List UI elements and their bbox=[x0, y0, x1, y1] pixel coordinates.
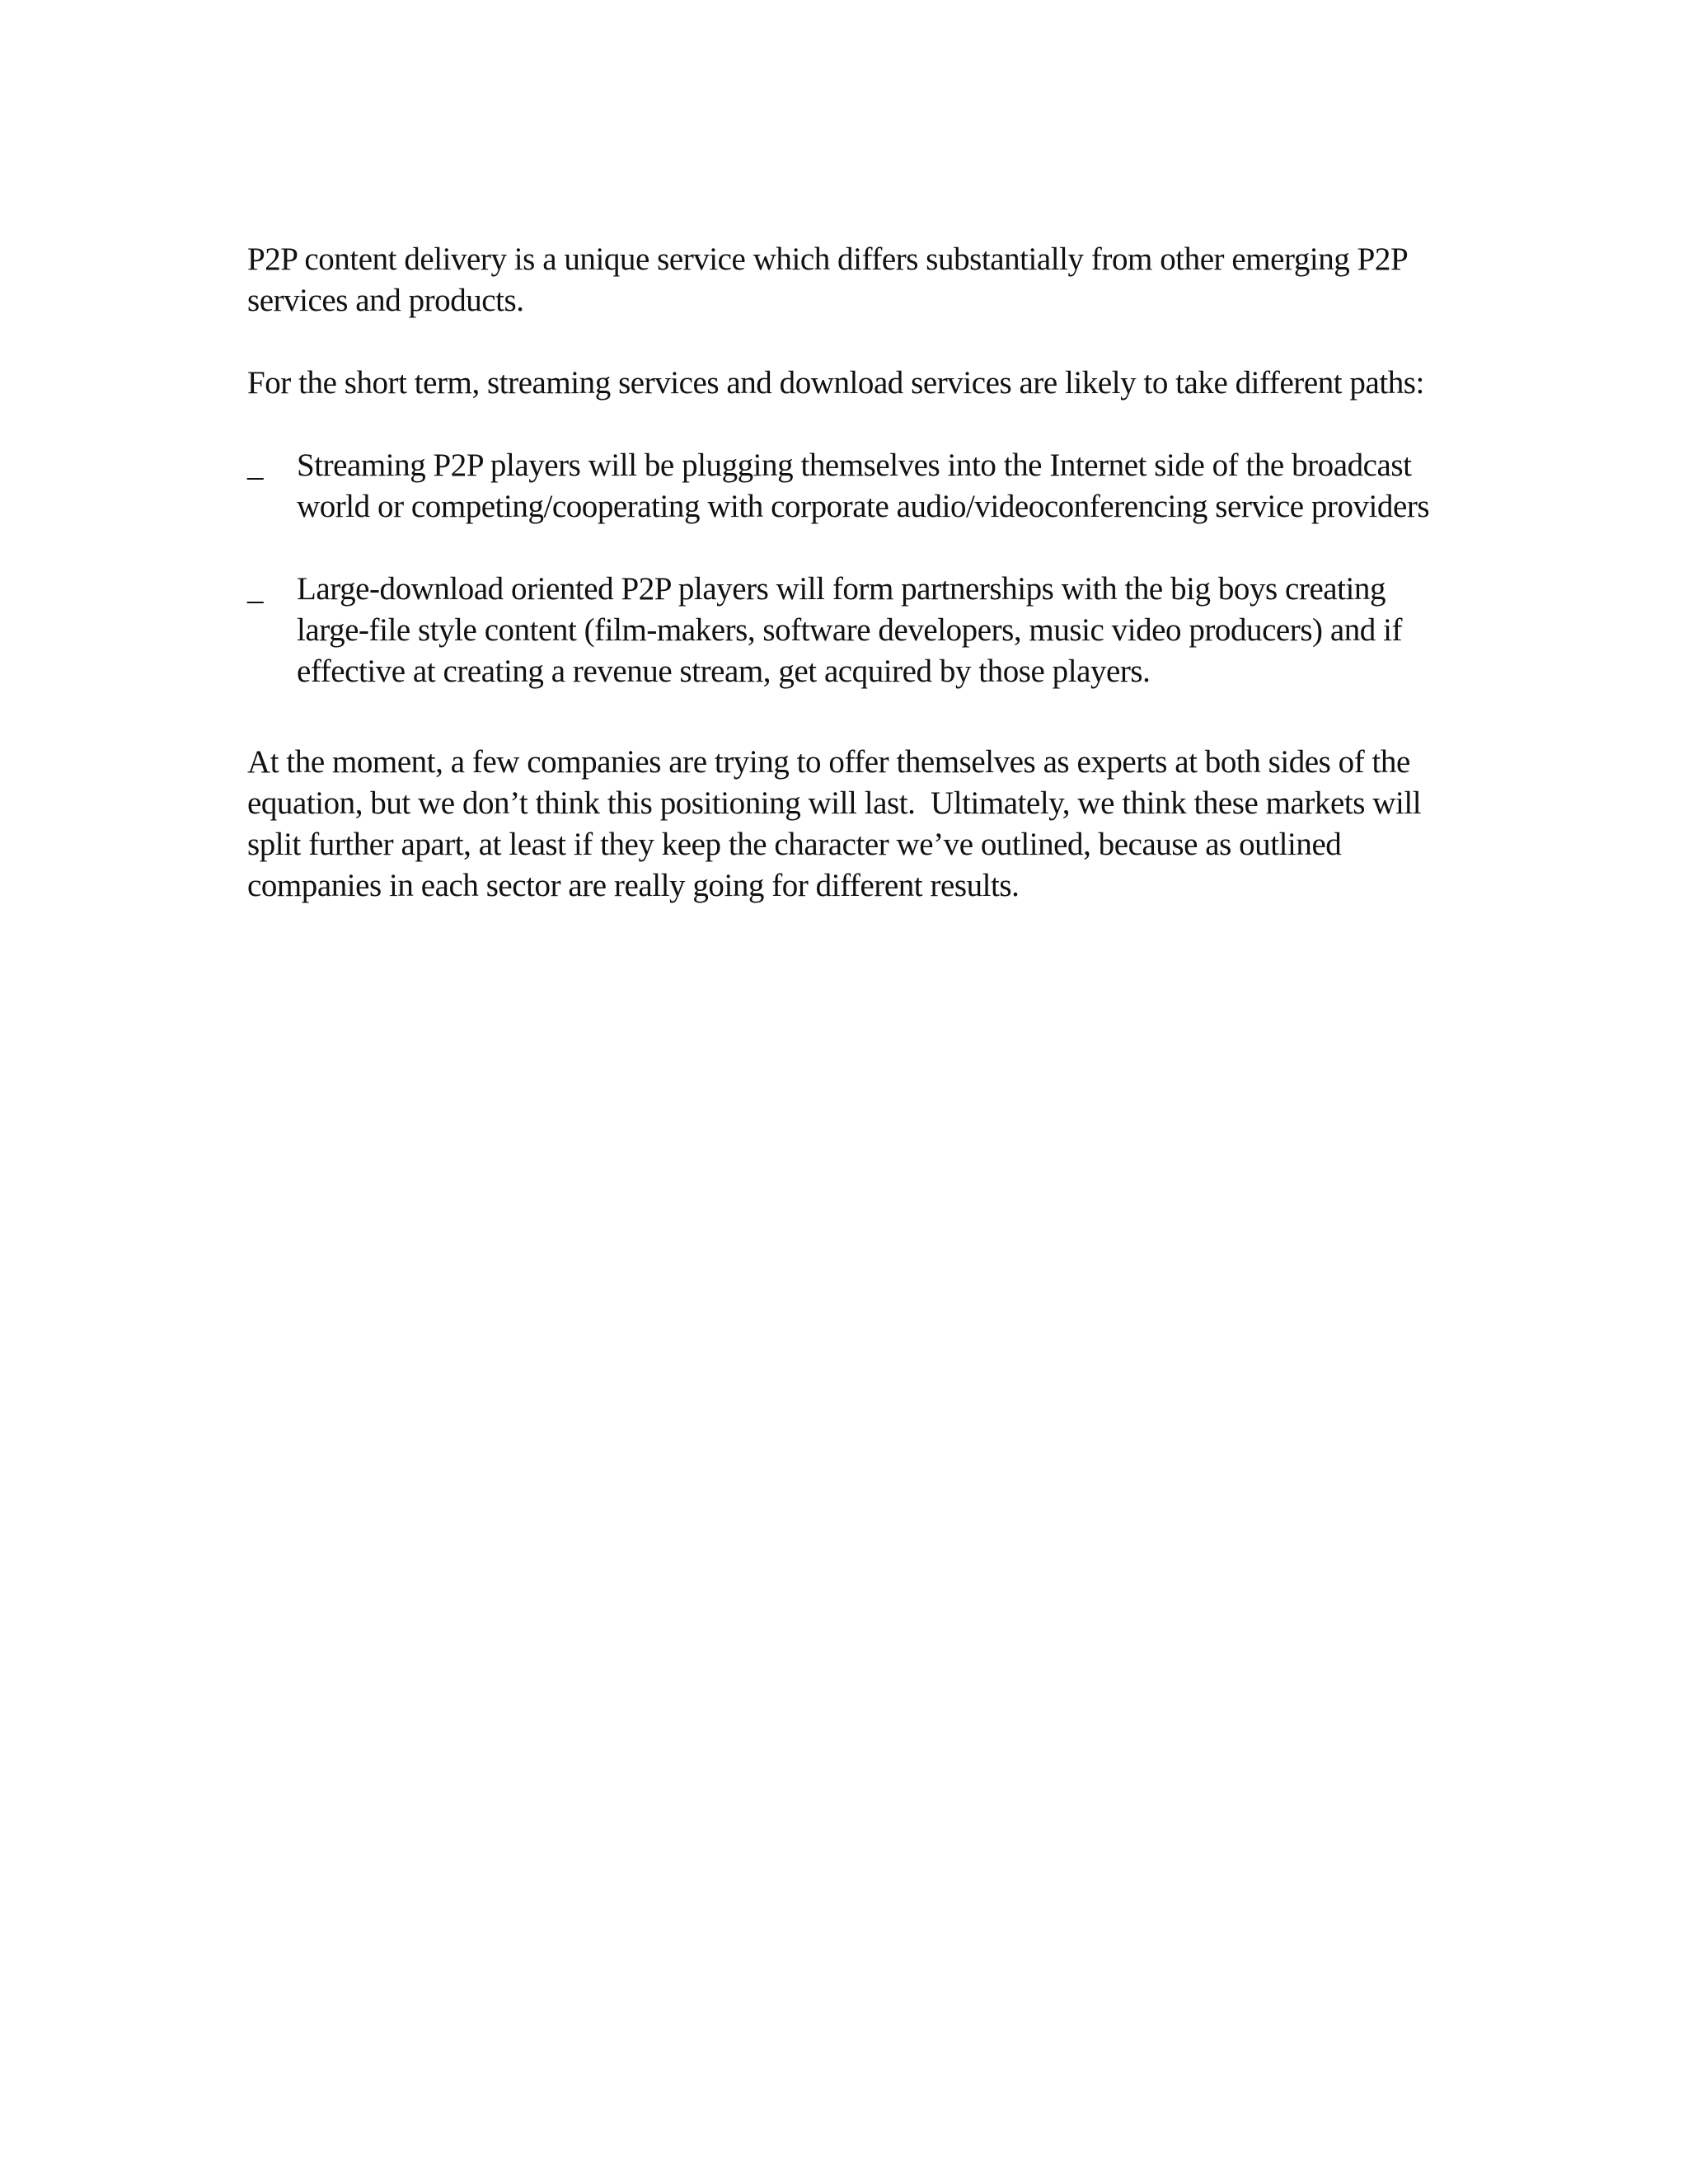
bullet-marker: _ bbox=[247, 448, 264, 483]
bullet-text: Large-download oriented P2P players will form partnerships with the big boys creating large-file style content (film-makers, software developers, music video producers) and if effective at creating a revenue stream, get acquired by those players. bbox=[297, 571, 1403, 689]
document-body bbox=[247, 239, 1451, 907]
bullet-list bbox=[247, 445, 1451, 692]
bullet-marker: _ bbox=[247, 571, 264, 607]
bullet-item-streaming bbox=[247, 445, 1451, 527]
closing-paragraph: At the moment, a few companies are trying to offer themselves as experts at both sides of the equation, but we don’t think this positioning will last. Ultimately, we think these markets will split further apart, at least if they keep the character we’ve outlined, because as outlined companies in each sector are really going for different results. bbox=[247, 744, 1429, 903]
bullet-item-large-download bbox=[247, 569, 1451, 692]
bullet-text: Streaming P2P players will be plugging themselves into the Internet side of the broadcast world or competing/cooperating with corporate audio/videoconferencing service providers bbox=[297, 448, 1430, 524]
intro-paragraph: P2P content delivery is a unique service which differs substantially from other emerging P2P services and products. bbox=[247, 241, 1407, 318]
short-term-paragraph: For the short term, streaming services and download services are likely to take different paths: bbox=[247, 365, 1424, 401]
